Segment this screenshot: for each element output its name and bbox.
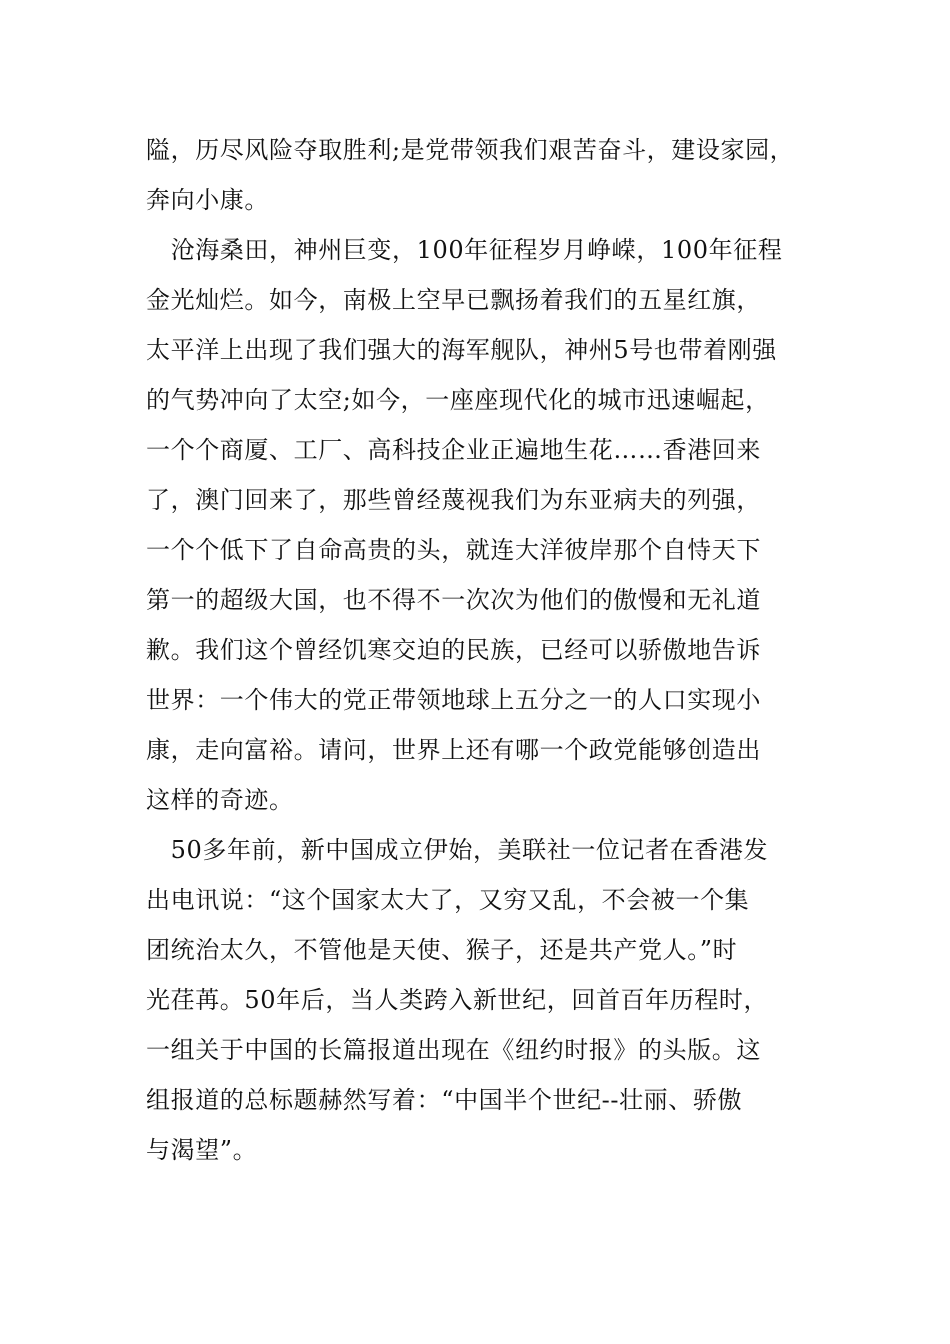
text-line: 了，澳门回来了，那些曾经蔑视我们为东亚病夫的列强， [146, 486, 761, 514]
text-line: 歉。我们这个曾经饥寒交迫的民族，已经可以骄傲地告诉 [146, 636, 761, 664]
text-line: 世界：一个伟大的党正带领地球上五分之一的人口实现小 [146, 686, 761, 714]
text-line: 组报道的总标题赫然写着：“中国半个世纪--壮丽、骄傲 [146, 1086, 743, 1114]
text-line: 一组关于中国的长篇报道出现在《纽约时报》的头版。这 [146, 1036, 761, 1064]
text-line: 出电讯说：“这个国家太大了，又穷又乱，不会被一个集 [146, 886, 750, 914]
text-line: 太平洋上出现了我们强大的海军舰队，神州5号也带着刚强 [146, 336, 777, 364]
text-line: 康，走向富裕。请问，世界上还有哪一个政党能够创造出 [146, 736, 761, 764]
text-line: 的气势冲向了太空;如今，一座座现代化的城市迅速崛起， [146, 386, 770, 414]
text-line: 一个个低下了自命高贵的头，就连大洋彼岸那个自恃天下 [146, 536, 761, 564]
text-line: 第一的超级大国，也不得不一次次为他们的傲慢和无礼道 [146, 586, 761, 614]
text-line: 隘，历尽风险夺取胜利;是党带领我们艰苦奋斗，建设家园， [146, 136, 795, 164]
text-line: 光荏苒。50年后，当人类跨入新世纪，回首百年历程时， [146, 986, 769, 1014]
text-line: 奔向小康。 [146, 186, 269, 214]
text-line: 金光灿烂。如今，南极上空早已飘扬着我们的五星红旗， [146, 286, 761, 314]
text-line: 50多年前，新中国成立伊始，美联社一位记者在香港发 [146, 836, 769, 864]
text-line: 与渴望”。 [146, 1136, 258, 1164]
text-line: 团统治太久，不管他是天使、猴子，还是共产党人。”时 [146, 936, 738, 964]
text-line: 一个个商厦、工厂、高科技企业正遍地生花……香港回来 [146, 436, 761, 464]
text-line: 这样的奇迹。 [146, 786, 294, 814]
text-line: 沧海桑田，神州巨变，100年征程岁月峥嵘，100年征程 [146, 236, 783, 264]
